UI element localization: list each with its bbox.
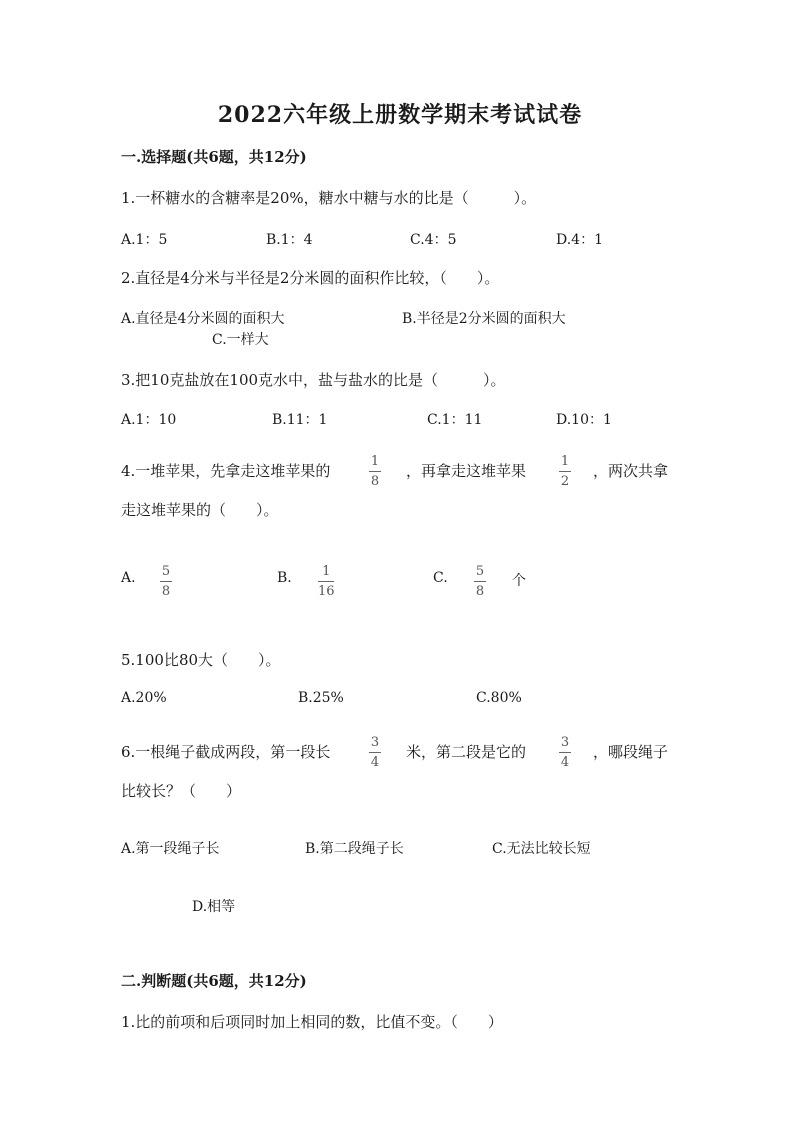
fraction-bar [559, 752, 571, 753]
question-5-option-c: C.80% [476, 690, 522, 706]
question-4-text-part2: ，再拿走这堆苹果 [406, 462, 527, 480]
section-heading-true-false: 二.判断题(共6题，共12分) [121, 972, 307, 990]
fraction-numerator: 5 [475, 564, 485, 579]
fraction-bar [559, 471, 571, 472]
section-heading-multiple-choice: 一.选择题(共6题，共12分) [121, 148, 307, 166]
question-4-option-c-label: C. [433, 570, 448, 586]
question-2-option-c: C.一样大 [212, 332, 269, 348]
question-4-option-a-fraction [160, 565, 172, 598]
question-4-text-part3: ，两次共拿 [593, 462, 669, 480]
fraction-numerator: 1 [370, 454, 380, 469]
fraction-bar [474, 581, 486, 582]
question-2-option-a: A.直径是4分米圆的面积大 [121, 311, 285, 327]
question-4-option-b-label: B. [277, 570, 292, 586]
question-6-text-part2: 米，第二段是它的 [406, 743, 527, 761]
question-1-option-b: B.1：4 [266, 232, 313, 248]
question-1-option-a: A.1：5 [121, 232, 168, 248]
fraction-bar [369, 752, 381, 753]
question-6-fraction-1 [369, 736, 381, 769]
question-6-text-part3: ，哪段绳子 [593, 743, 669, 761]
question-1-option-c: C.4：5 [410, 232, 457, 248]
fraction-denominator: 4 [560, 755, 570, 770]
question-5-option-b: B.25% [298, 690, 344, 706]
question-6-fraction-2 [559, 736, 571, 769]
fraction-denominator: 16 [318, 584, 335, 599]
fraction-bar [318, 581, 334, 582]
question-4-text-part1: 4.一堆苹果，先拿走这堆苹果的 [121, 462, 331, 480]
question-5-option-a: A.20% [121, 690, 167, 706]
fraction-denominator: 8 [161, 584, 171, 599]
fraction-numerator: 3 [560, 735, 570, 750]
question-2-option-b: B.半径是2分米圆的面积大 [402, 311, 566, 327]
question-4-fraction-1 [369, 455, 381, 488]
question-1-option-d: D.4：1 [556, 232, 603, 248]
page-title: 2022六年级上册数学期末考试试卷 [217, 102, 583, 128]
fraction-numerator: 1 [560, 454, 570, 469]
question-2-text: 2.直径是4分米与半径是2分米圆的面积作比较，（ ）。 [121, 269, 500, 287]
question-5-text: 5.100比80大（ ）。 [121, 651, 281, 669]
question-6-option-d: D.相等 [192, 899, 236, 915]
fraction-numerator: 5 [161, 564, 171, 579]
question-6-option-a: A.第一段绳子长 [121, 841, 220, 857]
question-3-option-b: B.11：1 [272, 412, 328, 428]
question-3-option-a: A.1：10 [121, 412, 177, 428]
fraction-bar [160, 581, 172, 582]
fraction-numerator: 3 [370, 735, 380, 750]
question-6-option-c: C.无法比较长短 [492, 841, 591, 857]
fraction-denominator: 2 [560, 474, 570, 489]
question-4-text-line2: 走这堆苹果的（ ）。 [121, 501, 279, 519]
question-6-text-line2: 比较长？（ ） [121, 782, 242, 800]
tf-question-1-text: 1.比的前项和后项同时加上相同的数，比值不变。（ ） [121, 1013, 503, 1031]
question-4-option-c-suffix: 个 [512, 573, 526, 589]
fraction-denominator: 8 [370, 474, 380, 489]
question-6-option-b: B.第二段绳子长 [305, 841, 404, 857]
question-1-text: 1.一杯糖水的含糖率是20%，糖水中糖与水的比是（ ）。 [121, 189, 537, 207]
fraction-denominator: 8 [475, 584, 485, 599]
question-4-option-b-fraction [318, 565, 335, 598]
fraction-denominator: 4 [370, 755, 380, 770]
fraction-bar [369, 471, 381, 472]
question-3-option-c: C.1：11 [427, 412, 483, 428]
fraction-numerator: 1 [322, 564, 331, 579]
question-4-option-c-fraction [474, 565, 486, 598]
question-4-fraction-2 [559, 455, 571, 488]
question-3-option-d: D.10：1 [556, 412, 612, 428]
question-3-text: 3.把10克盐放在100克水中，盐与盐水的比是（ ）。 [121, 371, 506, 389]
question-6-text-part1: 6.一根绳子截成两段，第一段长 [121, 743, 331, 761]
question-4-option-a-label: A. [121, 570, 136, 586]
